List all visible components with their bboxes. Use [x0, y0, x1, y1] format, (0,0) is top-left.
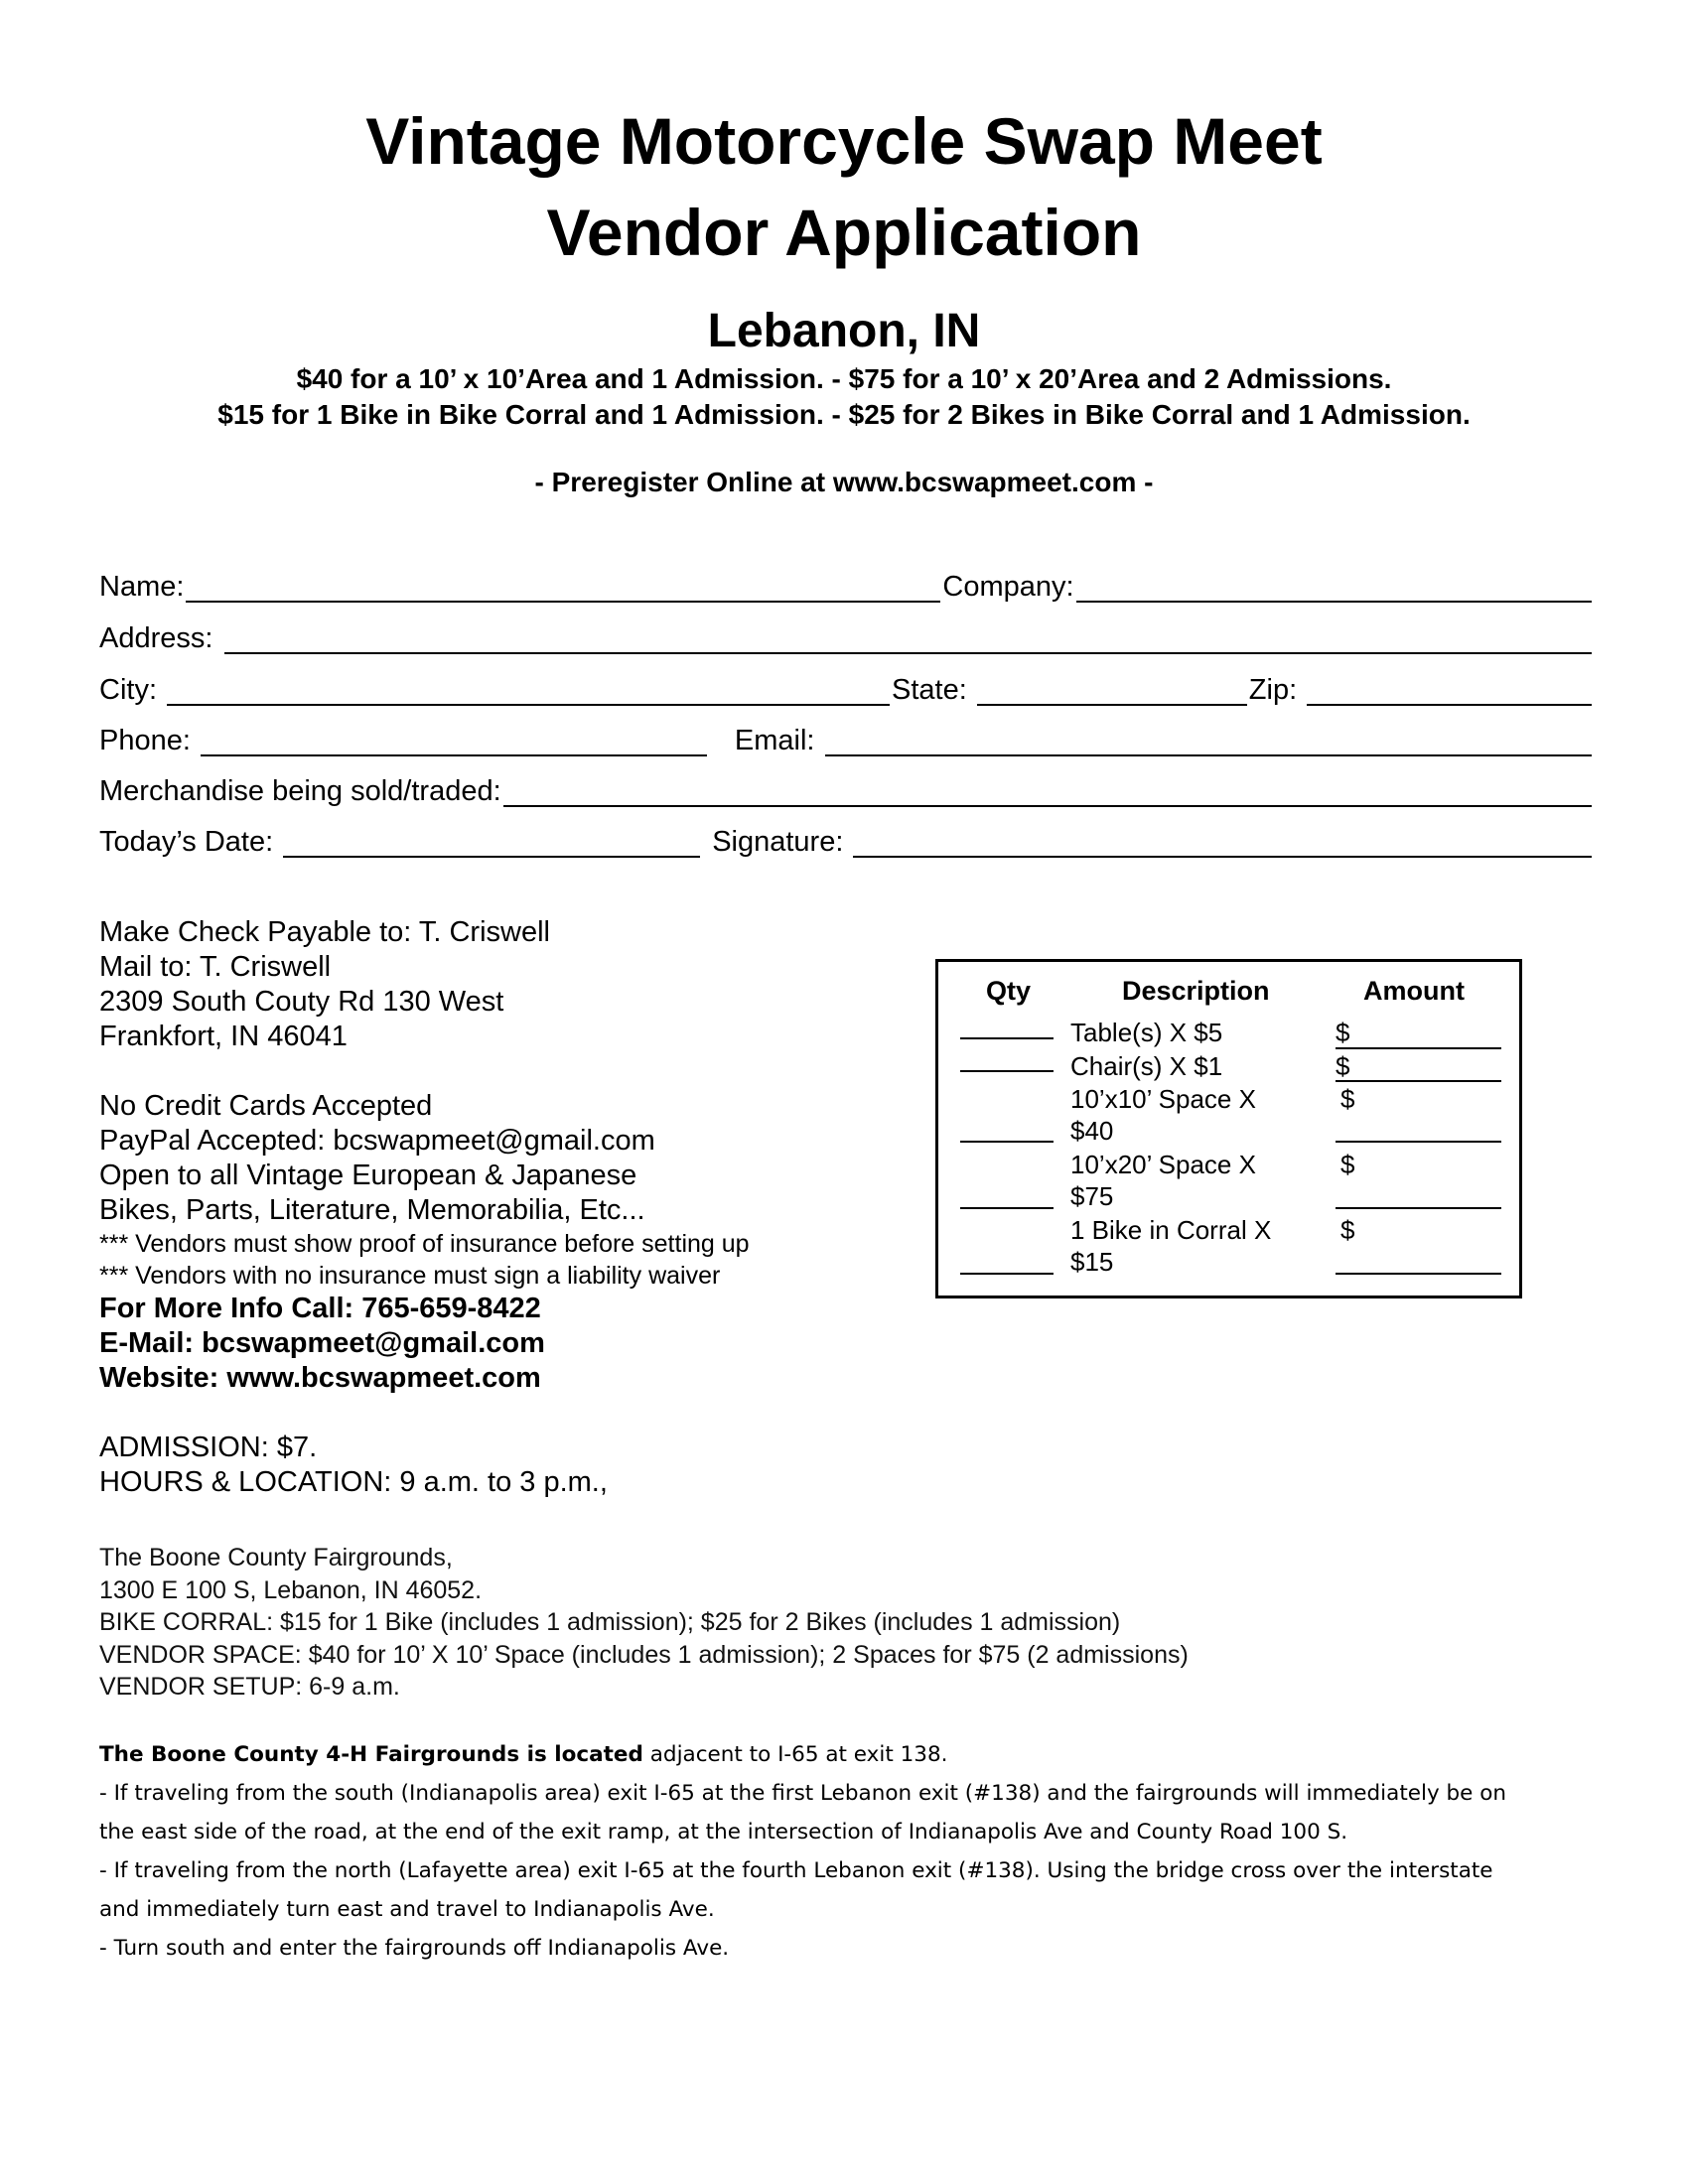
- desc-space-10x10-price: $40: [1070, 1116, 1114, 1146]
- currency-bike-corral: $: [1340, 1215, 1355, 1245]
- date-field[interactable]: [283, 826, 700, 858]
- amount-field-space-10x10[interactable]: [1336, 1141, 1501, 1143]
- venue-vendor-setup: VENDOR SETUP: 6-9 a.m.: [99, 1673, 400, 1701]
- address-row: [99, 617, 1594, 657]
- address-label: Address:: [99, 622, 213, 654]
- amount-header: Amount: [1363, 976, 1465, 1006]
- contact-email: E-Mail: bcswapmeet@gmail.com: [99, 1327, 545, 1359]
- name-label: Name:: [99, 571, 185, 603]
- email-label: Email:: [734, 725, 815, 756]
- venue-bike-corral: BIKE CORRAL: $15 for 1 Bike (includes 1 admission); $25 for 2 Bikes (includes 1 admission): [99, 1608, 1121, 1636]
- merchandise-row: [99, 770, 1594, 810]
- mail-city: Frankfort, IN 46041: [99, 1021, 348, 1052]
- city-label: City:: [99, 674, 157, 706]
- date-signature-row: [99, 821, 1594, 861]
- qty-field-chairs[interactable]: [960, 1070, 1054, 1072]
- currency-tables: $: [1336, 1018, 1350, 1047]
- desc-space-10x20-price: $75: [1070, 1181, 1114, 1211]
- order-table: [935, 959, 1522, 1298]
- name-company-row: [99, 566, 1594, 606]
- insurance-note-2: *** Vendors with no insurance must sign a liability waiver: [99, 1262, 721, 1290]
- zip-label: Zip:: [1248, 674, 1298, 706]
- city-field[interactable]: [167, 674, 890, 706]
- venue-address: 1300 E 100 S, Lebanon, IN 46052.: [99, 1575, 483, 1604]
- desc-tables: Table(s) X $5: [1070, 1018, 1223, 1047]
- paypal-accepted: PayPal Accepted: bcswapmeet@gmail.com: [99, 1125, 655, 1157]
- currency-space-10x10: $: [1340, 1084, 1355, 1114]
- qty-field-space-10x20[interactable]: [960, 1207, 1054, 1209]
- city-state-zip-row: [99, 669, 1594, 709]
- directions-south-1: - If traveling from the south (Indianapolis area) exit I-65 at the first Lebanon exit (#138) and the fairgrounds will immediately be on: [99, 1781, 1507, 1806]
- amount-field-chairs[interactable]: [1336, 1080, 1501, 1082]
- venue-vendor-space: VENDOR SPACE: $40 for 10’ X 10’ Space (includes 1 admission); 2 Spaces for $75 (2 admissions): [99, 1640, 1189, 1669]
- open-to: Open to all Vintage European & Japanese: [99, 1160, 637, 1191]
- desc-space-10x20: 10’x20’ Space X: [1070, 1150, 1256, 1179]
- venue-name: The Boone County Fairgrounds,: [99, 1544, 453, 1571]
- name-field[interactable]: [186, 571, 940, 603]
- venue-info: [99, 1542, 1589, 1704]
- phone-field[interactable]: [201, 725, 707, 756]
- location-heading: Lebanon, IN: [707, 305, 981, 357]
- payable-to: Make Check Payable to: T. Criswell: [99, 916, 550, 948]
- amount-field-space-10x20[interactable]: [1336, 1207, 1501, 1209]
- desc-chairs: Chair(s) X $1: [1070, 1051, 1223, 1081]
- amount-field-tables[interactable]: [1336, 1047, 1501, 1049]
- directions-lead: [99, 1735, 1609, 1774]
- merchandise-label: Merchandise being sold/traded:: [99, 775, 501, 807]
- title-line-2: Vendor Application: [546, 196, 1142, 269]
- signature-field[interactable]: [853, 826, 1592, 858]
- preregister-note: - Preregister Online at www.bcswapmeet.com -: [534, 467, 1154, 497]
- directions-south-2: the east side of the road, at the end of the exit ramp, at the intersection of Indianapolis Ave and County Road 100 S.: [99, 1820, 1348, 1844]
- directions-north-1: - If traveling from the north (Lafayette area) exit I-65 at the fourth Lebanon exit (#138). Using the bridge cross over the interstate: [99, 1858, 1493, 1883]
- state-label: State:: [892, 674, 967, 706]
- more-info-phone: For More Info Call: 765-659-8422: [99, 1293, 541, 1324]
- signature-label: Signature:: [712, 826, 844, 858]
- items-accepted: Bikes, Parts, Literature, Memorabilia, Etc...: [99, 1194, 645, 1226]
- phone-label: Phone:: [99, 725, 191, 756]
- qty-field-bike-corral[interactable]: [960, 1273, 1054, 1275]
- payment-info: [99, 915, 914, 1500]
- directions-lead-bold: The Boone County 4-H Fairgrounds is located: [99, 1742, 643, 1767]
- insurance-note-1: *** Vendors must show proof of insurance before setting up: [99, 1230, 750, 1258]
- qty-header: Qty: [986, 976, 1032, 1006]
- pricing-line-2: $15 for 1 Bike in Bike Corral and 1 Admission. - $25 for 2 Bikes in Bike Corral and 1 Admission.: [217, 399, 1471, 430]
- hours-location: HOURS & LOCATION: 9 a.m. to 3 p.m.,: [99, 1466, 608, 1498]
- company-label: Company:: [942, 571, 1074, 603]
- desc-bike-corral: 1 Bike in Corral X: [1070, 1215, 1272, 1245]
- pricing-line-1: $40 for a 10’ x 10’Area and 1 Admission. - $75 for a 10’ x 20’Area and 2 Admissions.: [296, 363, 1392, 394]
- desc-bike-corral-price: $15: [1070, 1247, 1114, 1277]
- address-field[interactable]: [224, 622, 1592, 654]
- date-label: Today’s Date:: [99, 826, 274, 858]
- merchandise-field[interactable]: [503, 775, 1592, 807]
- admission-price: ADMISSION: $7.: [99, 1432, 318, 1463]
- state-field[interactable]: [977, 674, 1247, 706]
- mail-street: 2309 South Couty Rd 130 West: [99, 986, 504, 1018]
- directions-north-2: and immediately turn east and travel to Indianapolis Ave.: [99, 1897, 715, 1922]
- contact-website: Website: www.bcswapmeet.com: [99, 1362, 541, 1394]
- title-line-1: Vintage Motorcycle Swap Meet: [365, 104, 1323, 178]
- zip-field[interactable]: [1307, 674, 1592, 706]
- directions: [99, 1735, 1609, 1968]
- currency-space-10x20: $: [1340, 1150, 1355, 1179]
- qty-field-space-10x10[interactable]: [960, 1141, 1054, 1143]
- company-field[interactable]: [1076, 571, 1592, 603]
- mail-to: Mail to: T. Criswell: [99, 951, 332, 983]
- amount-field-bike-corral[interactable]: [1336, 1273, 1501, 1275]
- desc-space-10x10: 10’x10’ Space X: [1070, 1084, 1256, 1114]
- phone-email-row: [99, 720, 1594, 759]
- currency-chairs: $: [1336, 1051, 1350, 1081]
- directions-lead-rest: adjacent to I-65 at exit 138.: [642, 1742, 948, 1767]
- description-header: Description: [1122, 976, 1270, 1006]
- directions-final: - Turn south and enter the fairgrounds off Indianapolis Ave.: [99, 1936, 730, 1961]
- no-credit-cards: No Credit Cards Accepted: [99, 1090, 433, 1122]
- email-field[interactable]: [825, 725, 1593, 756]
- qty-field-tables[interactable]: [960, 1037, 1054, 1039]
